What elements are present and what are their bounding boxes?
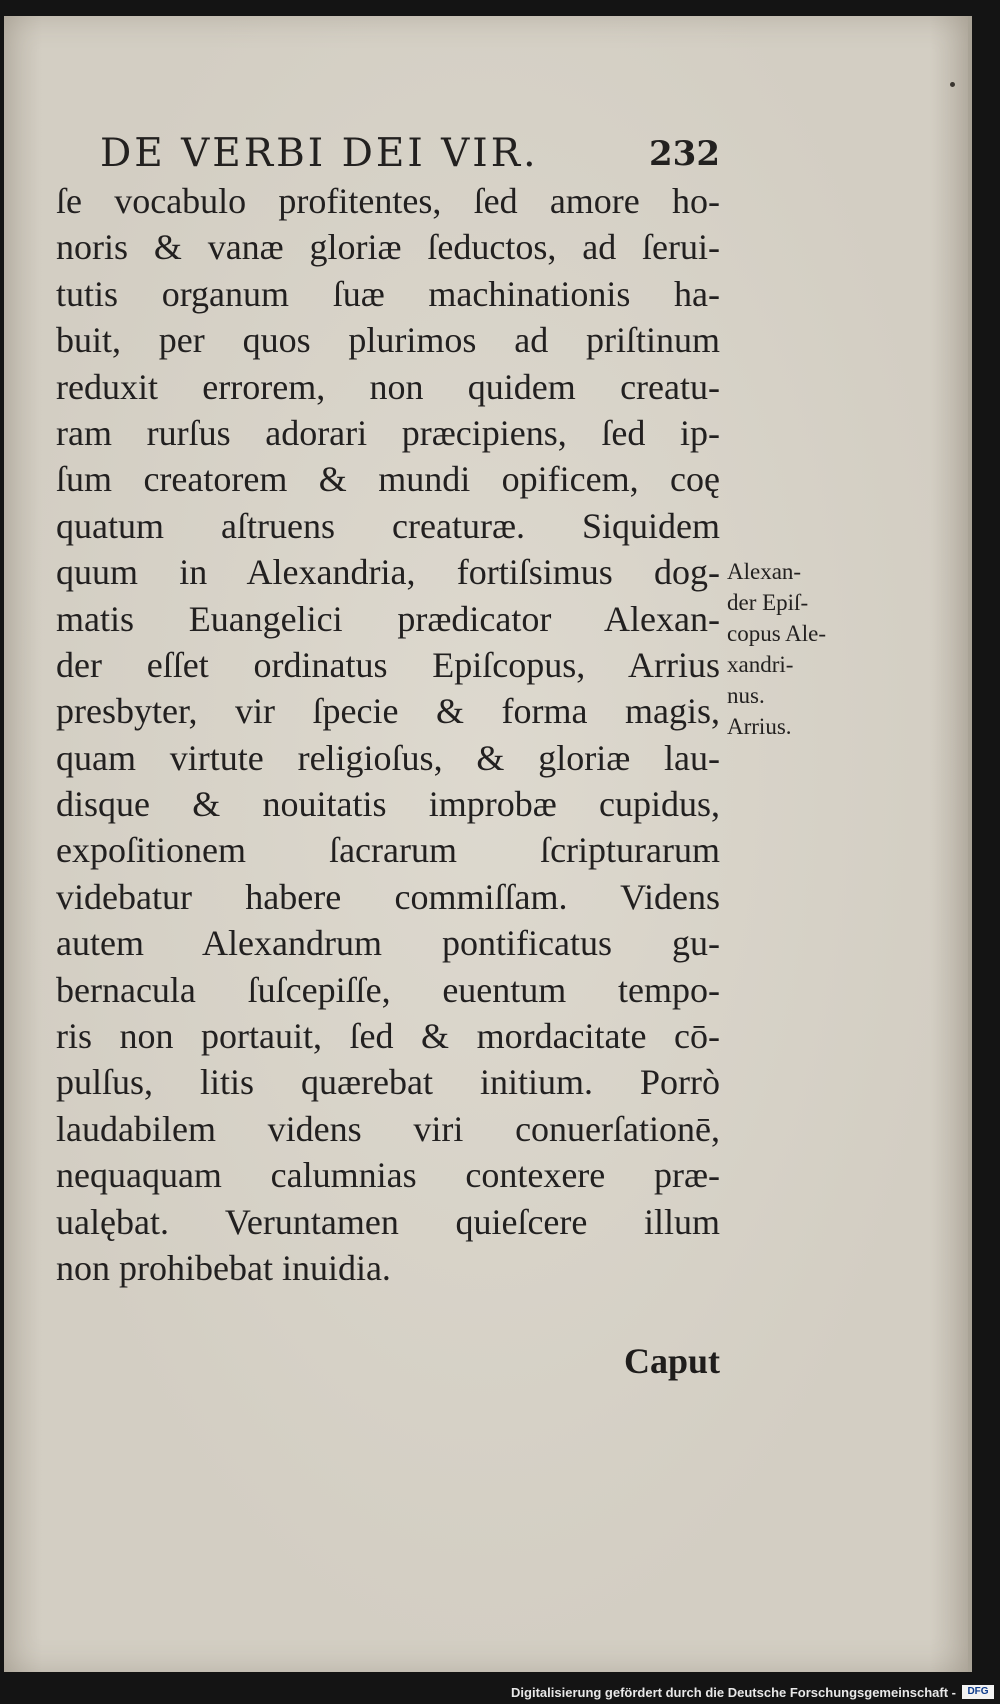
text-line: der eſſet ordinatus Epiſcopus, Arrius (56, 644, 720, 685)
text-line: expoſitionem ſacrarum ſcripturarum (56, 830, 720, 871)
body-text (56, 178, 720, 1291)
text-line: quatum aſtruens creaturæ. Siquidem (56, 505, 720, 546)
text-line: nequaquam calumnias contexere præ- (56, 1155, 720, 1196)
text-line: ris non portauit, ſed & mordacitate cō- (56, 1016, 720, 1057)
text-line: quum in Alexandria, fortiſsimus dog- (56, 552, 720, 593)
dfg-logo: DFG (962, 1685, 994, 1699)
text-line: ualębat. Veruntamen quieſcere illum (56, 1201, 720, 1242)
text-line: bernacula ſuſcepiſſe, euentum tempo- (56, 969, 720, 1010)
text-line: disque & nouitatis improbæ cupidus, (56, 784, 720, 825)
paper-speck (950, 82, 955, 87)
marginal-note-line: Alexan- (727, 559, 802, 584)
book-page (4, 16, 972, 1672)
text-line: laudabilem videns viri conuerſationē, (56, 1108, 720, 1149)
text-line: buit, per quos plurimos ad priſtinum (56, 320, 720, 361)
running-head-title: DE VERBI DEI VIR. (100, 131, 539, 176)
marginal-note-line: xandri- (727, 652, 794, 677)
text-line: reduxit errorem, non quidem creatu- (56, 366, 720, 407)
digitization-credit: Digitalisierung gefördert durch die Deutsche Forschungsgemeinschaft - (511, 1685, 956, 1700)
text-line: non prohibebat inuidia. (56, 1247, 391, 1288)
text-line: noris & vanæ gloriæ ſeductos, ad ſerui- (56, 227, 720, 268)
page-number: 232 (649, 134, 720, 174)
marginal-note-line: der Epiſ- (727, 590, 809, 615)
text-line: ſe vocabulo profitentes, ſed amore ho- (56, 181, 720, 221)
marginal-note-line: nus. (727, 683, 765, 708)
text-line: presbyter, vir ſpecie & forma magis, (56, 691, 720, 732)
catchword: Caput (624, 1341, 721, 1381)
text-line: autem Alexandrum pontificatus gu- (56, 923, 720, 964)
marginal-note (727, 556, 877, 742)
text-line: matis Euangelici prædicator Alexan- (56, 598, 720, 639)
text-line: quam virtute religioſus, & gloriæ lau- (56, 737, 720, 778)
text-line: ram rurſus adorari præcipiens, ſed ip- (56, 412, 720, 453)
marginal-note-line: copus Ale- (727, 621, 827, 646)
text-line: pulſus, litis quærebat initium. Porrò (56, 1062, 720, 1103)
running-head (100, 128, 720, 180)
text-line: tutis organum ſuæ machinationis ha- (56, 273, 720, 314)
text-line: videbatur habere commiſſam. Videns (56, 876, 720, 917)
marginal-note-line: Arrius. (727, 714, 792, 739)
text-line: ſum creatorem & mundi opificem, coę (56, 459, 720, 500)
